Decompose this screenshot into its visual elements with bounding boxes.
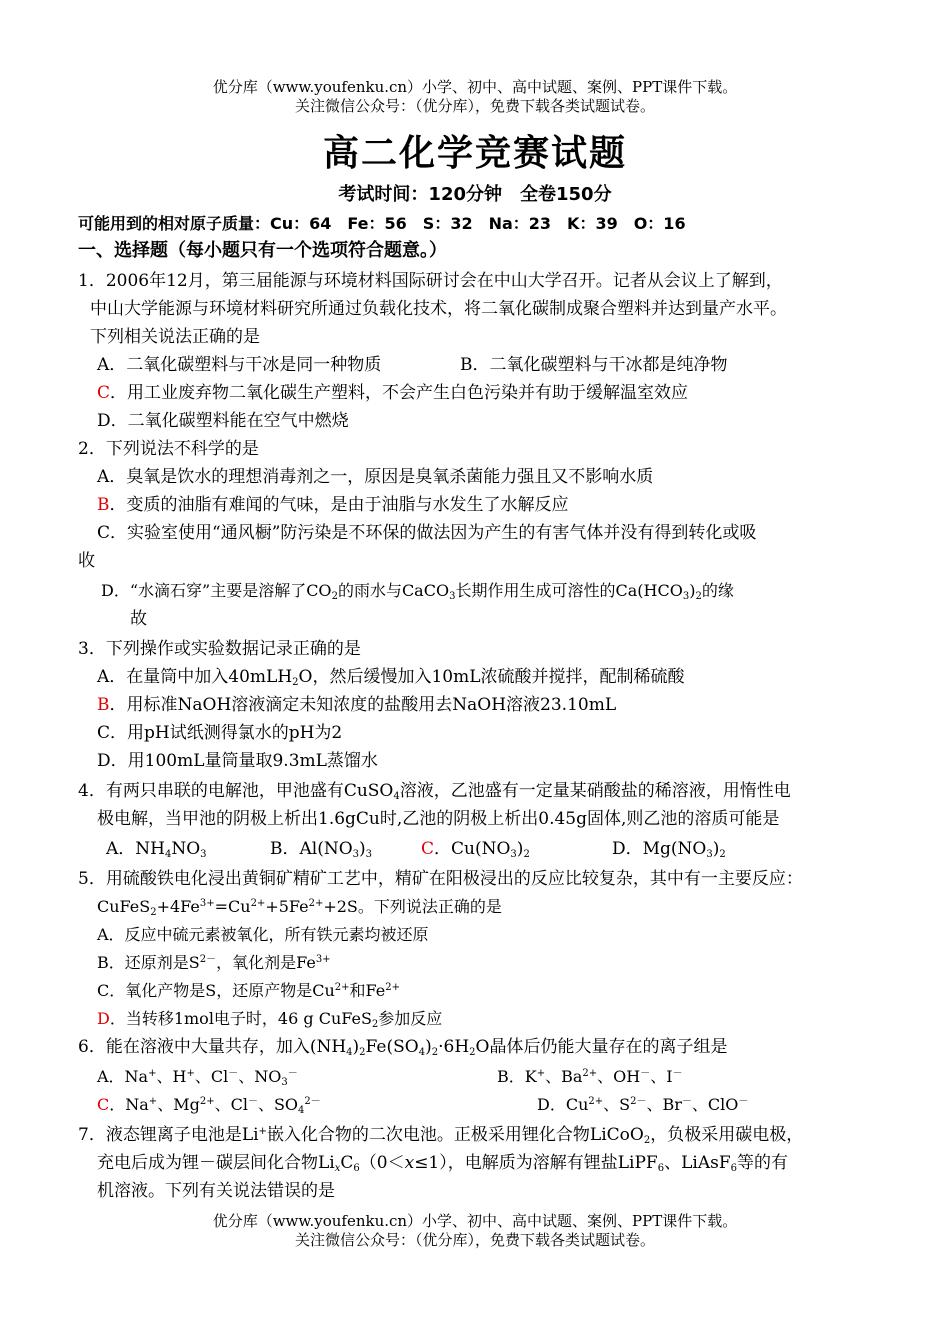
- q5-equation: $CuFeS_2+4Fe^{3+}=Cu^{2+}+5Fe^{2+}+2S$。下列说法正确的是: [97, 897, 502, 918]
- q3-option-d: D．用100mL量筒量取9.3mL蒸馏水: [97, 751, 378, 771]
- q6-option-d: D．$Cu^{2+}$、$S^{2-}$、Br－、ClO－: [537, 1095, 749, 1114]
- answer-letter: C: [421, 839, 435, 859]
- q4-stem-line-2: 极电解，当甲池的阴极上析出1.6gCu时,乙池的阴极上析出0.45g固体,则乙池的溶质可能是: [97, 809, 780, 829]
- q5-option-d: D．当转移1mol电子时，46 g CuFeS$_2$参加反应: [97, 1009, 443, 1030]
- q5-option-a: A．反应中硫元素被氧化，所有铁元素均被还原: [97, 925, 429, 944]
- header-line-1: 优分库（www.youfenku.cn）小学、初中、高中试题、案例、PPT课件下载。: [212, 78, 738, 96]
- q6-option-b: B．K+、$Ba^{2+}$、OH－、I－: [497, 1067, 683, 1086]
- q1-option-d: D．二氧化碳塑料能在空气中燃烧: [97, 411, 349, 431]
- q2-option-c: C．实验室使用“通风橱”防污染是不环保的做法因为产生的有害气体并没有得到转化或吸: [97, 523, 757, 543]
- exam-title: 高二化学竞赛试题: [322, 133, 627, 174]
- q7-stem-line-2: 充电后成为锂－碳层间化合物$Li_xC_6(0<x\le 1)$，电解质为溶解有锂盐LiPF$_6$、LiAsF$_6$等的有: [97, 1153, 788, 1174]
- q5-option-b: B．还原剂是$S^{2-}$，氧化剂是$Fe^{3+}$: [97, 953, 331, 972]
- q1-option-c: C．用工业废弃物二氧化碳生产塑料，不会产生白色污染并有助于缓解温室效应: [97, 383, 689, 403]
- q4-option-b: B．$Al(NO_3)_3$: [270, 839, 373, 860]
- q3-option-b: B．用标准NaOH溶液滴定未知浓度的盐酸用去NaOH溶液23.10mL: [97, 695, 617, 715]
- q4-option-d: D．$Mg(NO_3)_2$: [612, 839, 726, 860]
- q2-option-b: B．变质的油脂有难闻的气味，是由于油脂与水发生了水解反应: [97, 495, 569, 515]
- atomic-masses: 可能用到的相对原子质量：Cu：64 Fe：56 S：32 Na：23 K：39 O：16: [78, 214, 686, 233]
- q4-option-c: C．$Cu(NO_3)_2$: [421, 839, 530, 860]
- answer-letter: B: [97, 695, 110, 715]
- q2-stem: 2．下列说法不科学的是: [78, 439, 259, 459]
- q5-stem-line-1: 5．用硫酸铁电化浸出黄铜矿精矿工艺中，精矿在阳极浸出的反应比较复杂，其中有一主要反应：: [78, 869, 803, 889]
- q3-option-c: C．用pH试纸测得氯水的pH为2: [97, 723, 343, 743]
- q6-stem: 6．能在溶液中大量共存，加入$(NH_4)_2Fe(SO_4)_2\cdot 6H_2O$晶体后仍能大量存在的离子组是: [78, 1037, 728, 1058]
- page-header: [0, 78, 950, 116]
- q4-stem-line-1: 4．有两只串联的电解池，甲池盛有CuSO$_4$溶液，乙池盛有一定量某硝酸盐的稀溶液，用惰性电: [78, 781, 791, 802]
- q5-option-c: C．氧化产物是S，还原产物是$Cu^{2+}$和$Fe^{2+}$: [97, 981, 400, 1000]
- answer-letter: D: [97, 1009, 110, 1028]
- q4-option-a: A．$NH_4NO_3$: [106, 839, 207, 860]
- header-line-2: 关注微信公众号：（优分库），免费下载各类试题试卷。: [294, 97, 655, 115]
- q3-stem: 3．下列操作或实验数据记录正确的是: [78, 639, 361, 659]
- q1-option-a: A．二氧化碳塑料与干冰是同一种物质: [97, 355, 382, 375]
- q2-option-a: A．臭氧是饮水的理想消毒剂之一，原因是臭氧杀菌能力强且又不影响水质: [97, 467, 654, 487]
- q2-option-c-cont: 收: [78, 551, 95, 571]
- q7-stem-line-1: 7．液态锂离子电池是Li+嵌入化合物的二次电池。正极采用锂化合物LiCoO$_2$，负极采用碳电极，: [78, 1125, 804, 1146]
- q7-stem-line-3: 机溶液。下列有关说法错误的是: [97, 1181, 335, 1201]
- section-heading: 一、选择题（每小题只有一个选项符合题意。）: [78, 240, 447, 261]
- q6-option-c: C．Na+、$Mg^{2+}$、Cl－、$SO_4^{2-}$: [97, 1095, 321, 1116]
- answer-letter: B: [97, 495, 110, 515]
- q3-option-a: A．在量筒中加入40mLH$_2$O，然后缓慢加入10mL浓硫酸并搅拌，配制稀硫酸: [97, 667, 685, 688]
- q1-stem-line-2: 中山大学能源与环境材料研究所通过负载化技术，将二氧化碳制成聚合塑料并达到量产水平。: [90, 299, 787, 319]
- footer-line-1: 优分库（www.youfenku.cn）小学、初中、高中试题、案例、PPT课件下载。: [212, 1212, 738, 1230]
- page-footer: [0, 1212, 950, 1250]
- q1-option-b: B．二氧化碳塑料与干冰都是纯净物: [460, 355, 728, 375]
- q1-stem-line-1: 1．2006年12月，第三届能源与环境材料国际研讨会在中山大学召开。记者从会议上了解到，: [78, 271, 783, 291]
- answer-letter: C: [97, 1095, 110, 1114]
- answer-letter: C: [97, 383, 111, 403]
- q1-stem-line-3: 下列相关说法正确的是: [90, 327, 260, 347]
- exam-subtitle: 考试时间：120分钟 全卷150分: [338, 184, 612, 205]
- q2-option-d: D．“水滴石穿”主要是溶解了$CO_2$的雨水与CaCO$_3$长期作用生成可溶性的$Ca(HCO_3)_2$的缘: [101, 581, 734, 602]
- footer-line-2: 关注微信公众号：（优分库），免费下载各类试题试卷。: [294, 1231, 655, 1249]
- q6-option-a: A．Na+、H+、Cl－、$NO_3^-$: [97, 1067, 298, 1088]
- q2-option-d-cont: 故: [130, 609, 147, 629]
